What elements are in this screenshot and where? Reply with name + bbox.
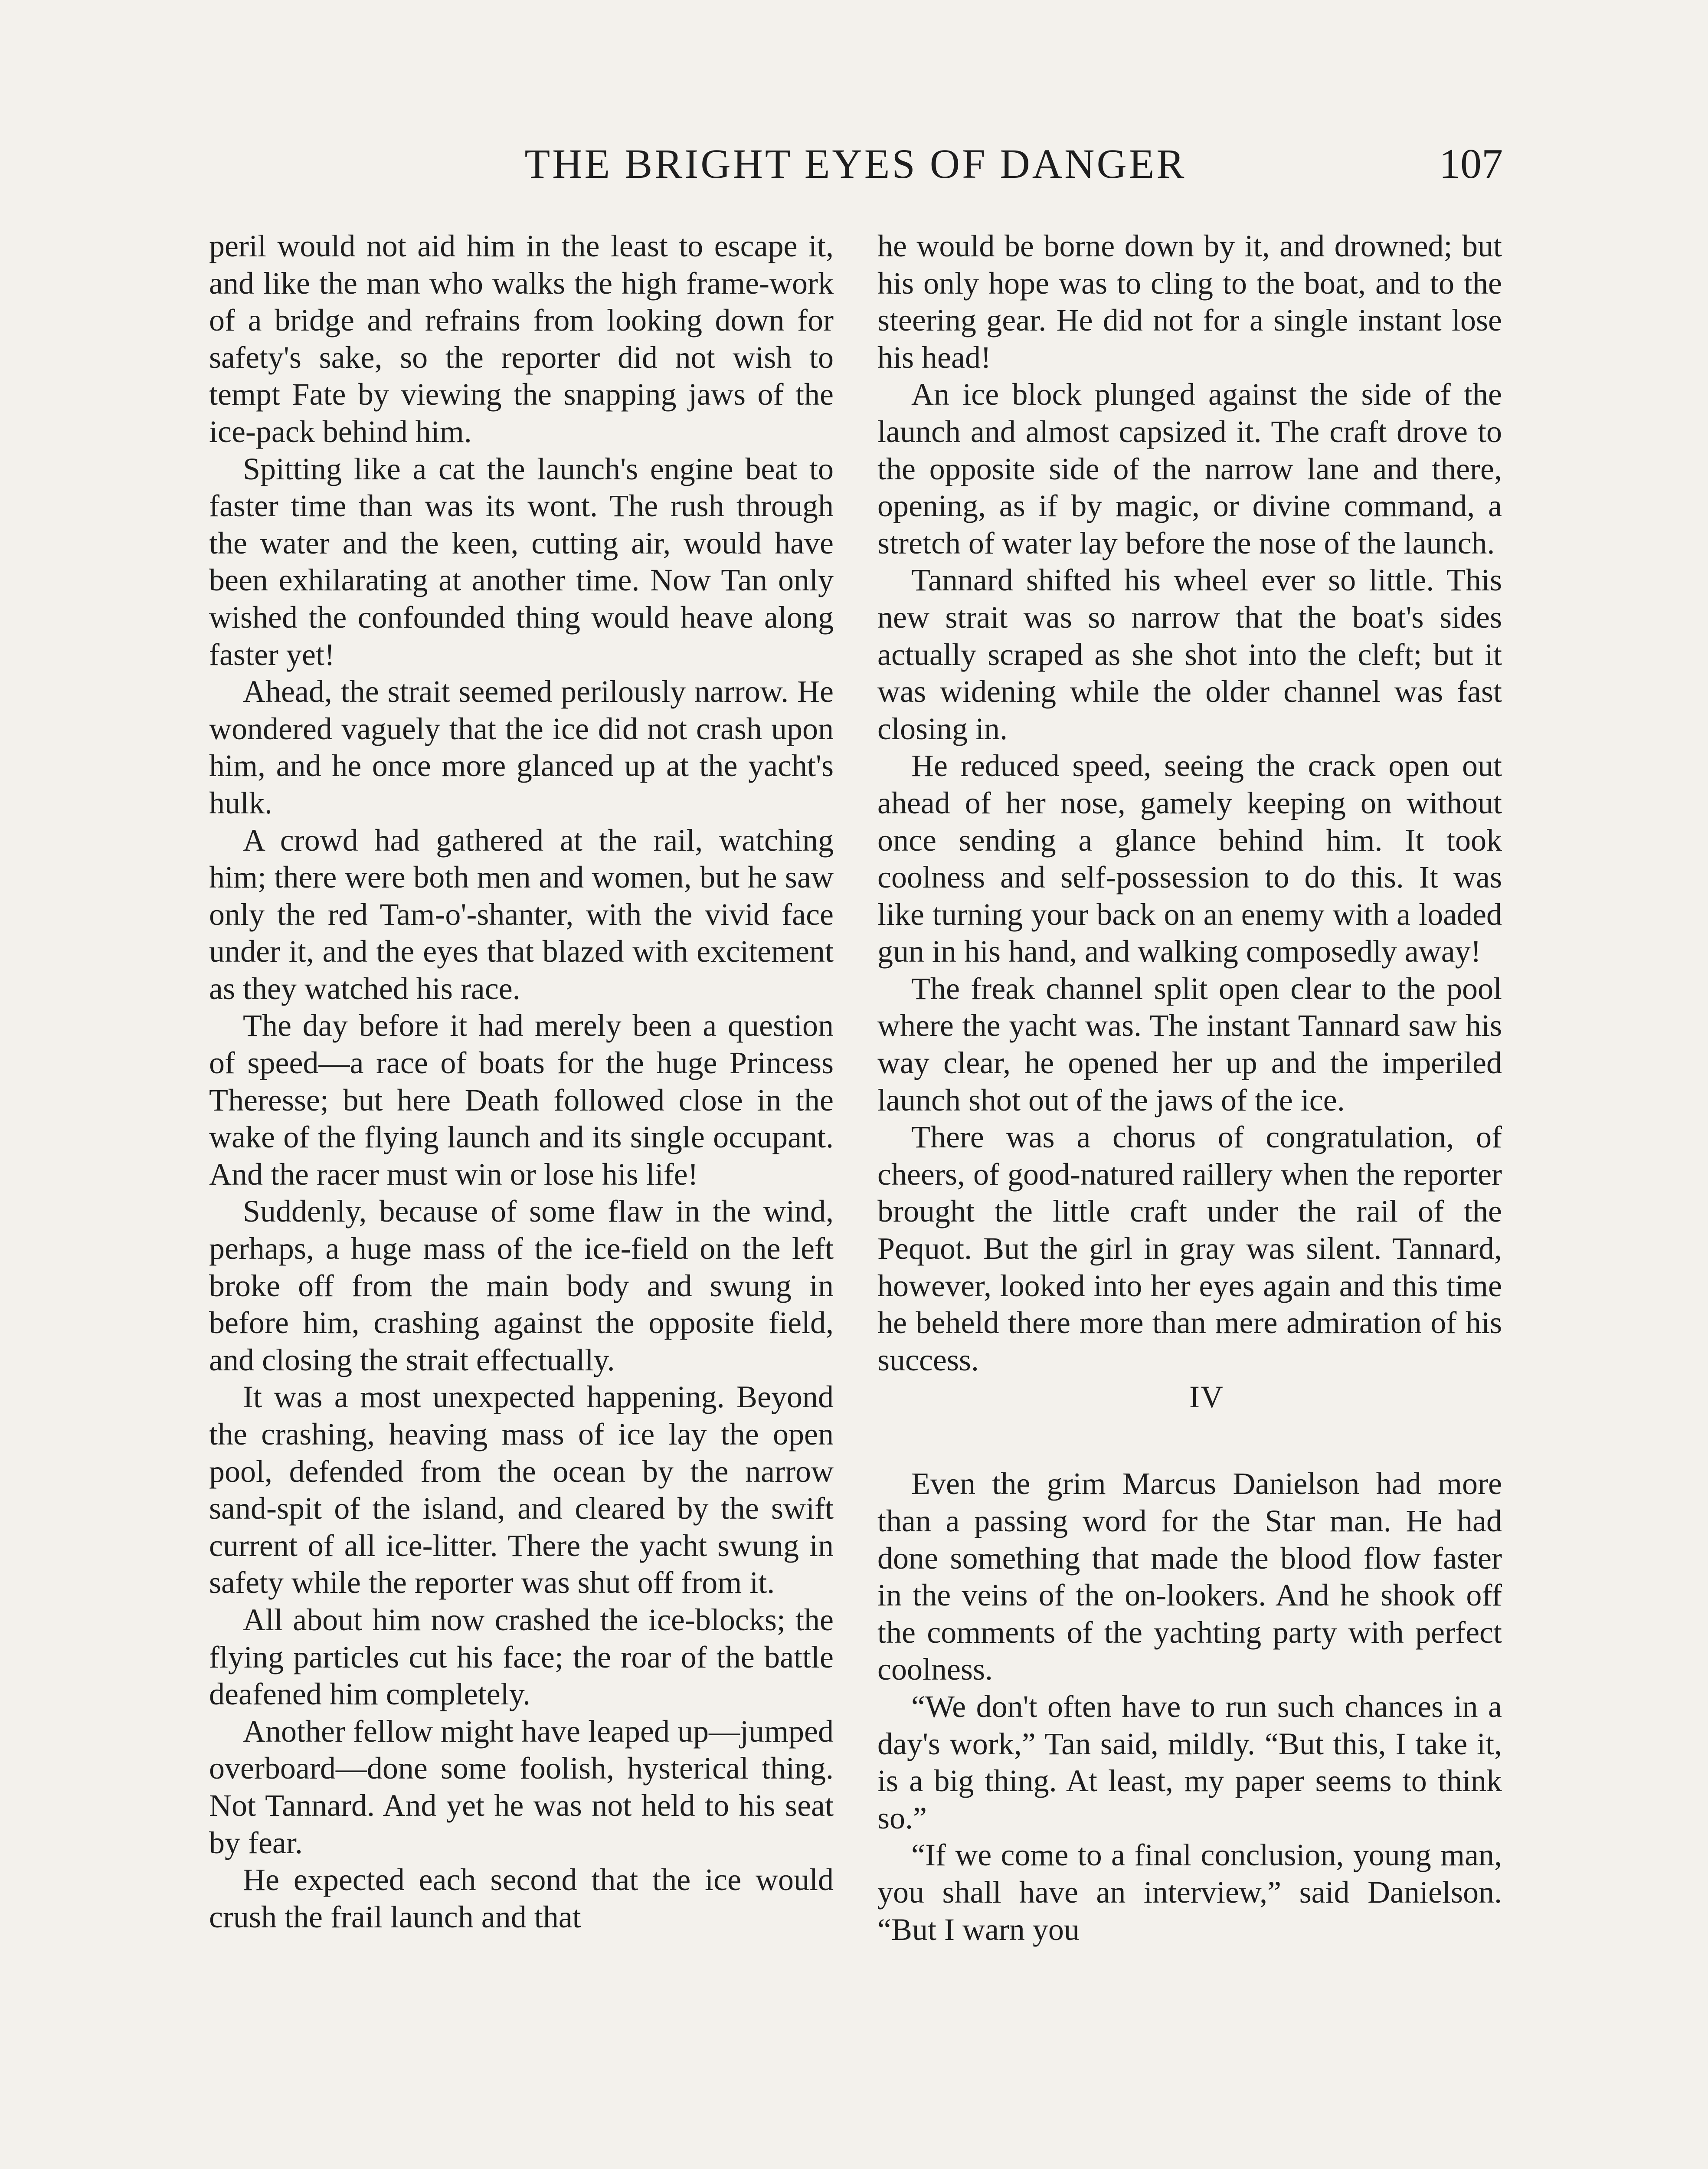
section-heading: IV (1189, 1379, 1224, 1415)
page-number: 107 (1439, 141, 1503, 187)
page-header (208, 138, 1503, 190)
paragraph: He reduced speed, seeing the crack open out ahead of her nose, gamely keeping on without once sending a glance behind him. It took coolness and self-possession to do this. It was like turning your back on an enemy with a loaded gun in his hand, and walking composedly away! (877, 748, 1502, 969)
paragraph: The day before it had merely been a question of speed—a race of boats for the huge Princess Theresse; but here Death followed close in the wake of the flying launch and its single occupant. And the racer must win or lose his life! (209, 1008, 834, 1192)
paragraph: Even the grim Marcus Danielson had more than a passing word for the Star man. He had done something that made the blood flow faster in the veins of the on-lookers. And he shook off the comments of the yachting party with perfect coolness. (877, 1466, 1502, 1687)
paragraph: Ahead, the strait seemed perilously narrow. He wondered vaguely that the ice did not crash upon him, and he once more glanced up at the yacht's hulk. (209, 674, 834, 820)
paragraph: The freak channel split open clear to the pool where the yacht was. The instant Tannard saw his way clear, he opened her up and the imperiled launch shot out of the jaws of the ice. (877, 971, 1502, 1117)
right-column (877, 228, 1502, 1948)
paragraph: “If we come to a final conclusion, young man, you shall have an interview,” said Danielson. “But I warn you (877, 1838, 1502, 1947)
paragraph: he would be borne down by it, and drowned; but his only hope was to cling to the boat, and to the steering gear. He did not for a single instant lose his head! (877, 229, 1502, 375)
paragraph: An ice block plunged against the side of the launch and almost capsized it. The craft drove to the opposite side of the narrow lane and there, opening, as if by magic, or divine command, a stretch of water lay before the nose of the launch. (877, 377, 1502, 560)
paragraph: Suddenly, because of some flaw in the wind, perhaps, a huge mass of the ice-field on the left broke off from the main body and swung in before him, crashing against the opposite field, and closing the strait effectually. (209, 1194, 834, 1377)
paragraph: peril would not aid him in the least to escape it, and like the man who walks the high frame-work of a bridge and refrains from looking down for safety's sake, so the reporter did not wish to tempt Fate by viewing the snapping jaws of the ice-pack behind him. (209, 229, 834, 449)
paragraph: “We don't often have to run such chances in a day's work,” Tan said, mildly. “But this, I take it, is a big thing. At least, my paper seems to think so.” (877, 1689, 1502, 1835)
paragraph: There was a chorus of congratulation, of cheers, of good-natured raillery when the reporter brought the little craft under the rail of the Pequot. But the girl in gray was silent. Tannard, however, looked into her eyes again and this time he beheld there more than mere admiration of his success. (877, 1120, 1502, 1377)
paragraph: All about him now crashed the ice-blocks; the flying particles cut his face; the roar of the battle deafened him completely. (209, 1602, 834, 1712)
paragraph: Spitting like a cat the launch's engine beat to faster time than was its wont. The rush through the water and the keen, cutting air, would have been exhilarating at another time. Now Tan only wished the confounded thing would heave along faster yet! (209, 451, 834, 672)
paragraph: It was a most unexpected happening. Beyond the crashing, heaving mass of ice lay the open pool, defended from the ocean by the narrow sand-spit of the island, and cleared by the swift current of all ice-litter. There the yacht swung in safety while the reporter was shut off from it. (209, 1379, 834, 1600)
paragraph: Another fellow might have leaped up—jumped overboard—done some foolish, hysterical thing. Not Tannard. And yet he was not held to his seat by fear. (209, 1714, 834, 1860)
paragraph: He expected each second that the ice would crush the frail launch and that (209, 1862, 834, 1934)
running-title: THE BRIGHT EYES OF DANGER (524, 141, 1187, 187)
paragraph: Tannard shifted his wheel ever so little. This new strait was so narrow that the boat's sides actually scraped as she shot into the cleft; but it was widening while the older channel was fast closing in. (877, 563, 1502, 746)
left-column (209, 228, 834, 1936)
paragraph: A crowd had gathered at the rail, watching him; there were both men and women, but he saw only the red Tam-o'-shanter, with the vivid face under it, and the eyes that blazed with excitement as they watched his race. (209, 822, 834, 1006)
